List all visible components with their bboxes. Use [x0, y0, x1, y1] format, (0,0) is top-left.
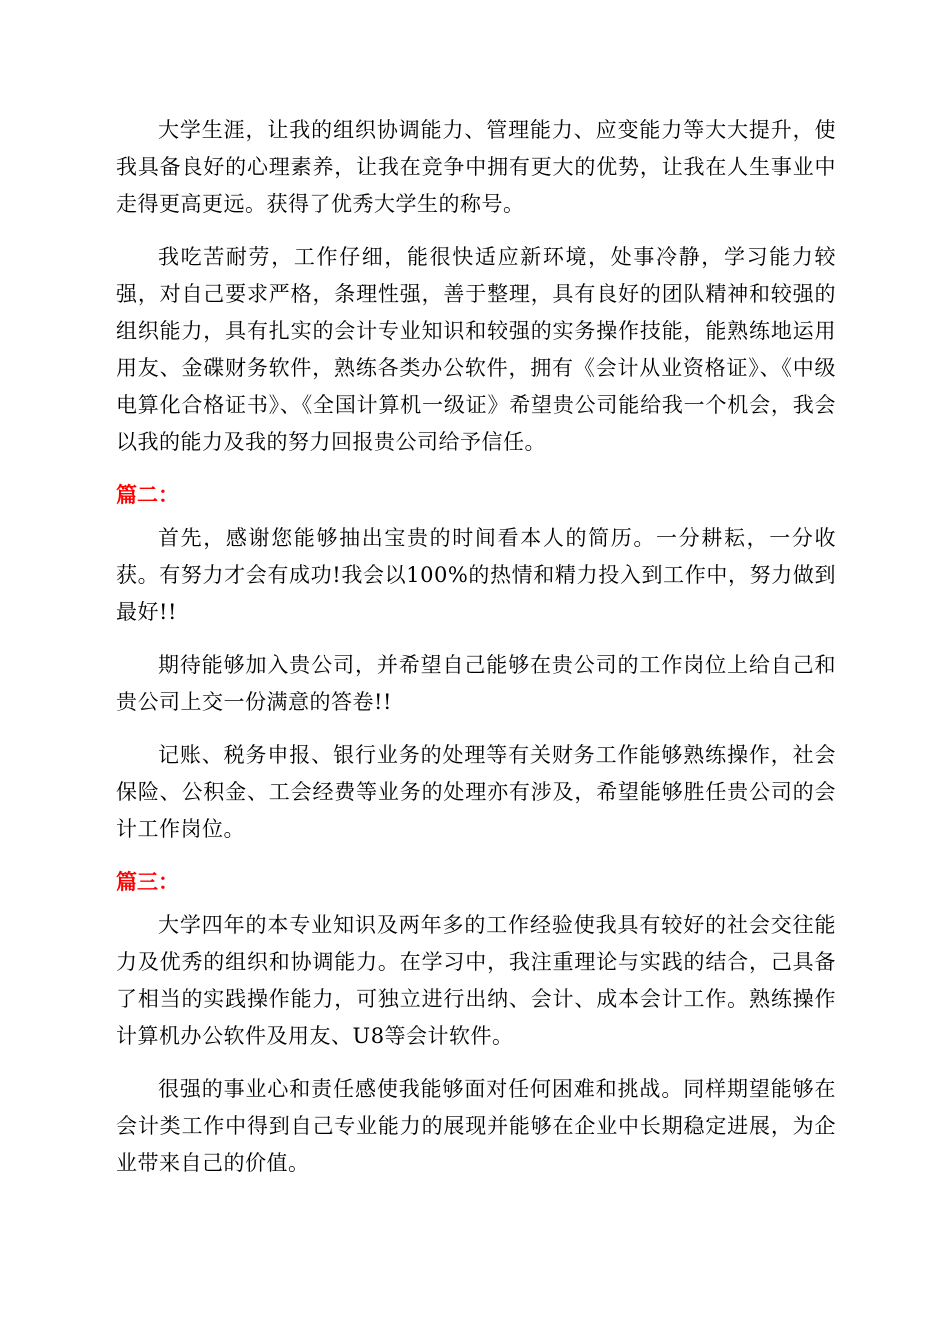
- paragraph-3-1: 大学四年的本专业知识及两年多的工作经验使我具有较好的社会交往能力及优秀的组织和协调能力。在学习中，我注重理论与实践的结合，己具备了相当的实践操作能力，可独立进行出纳、会计、成本会计工作。熟练操作计算机办公软件及用友、U8等会计软件。: [116, 913, 836, 1048]
- paragraph-2-2: 期待能够加入贵公司，并希望自己能够在贵公司的工作岗位上给自己和贵公司上交一份满意的答卷!!: [116, 653, 836, 714]
- section-heading-2: 篇二：: [116, 483, 179, 507]
- paragraph-2-1: 首先，感谢您能够抽出宝贵的时间看本人的简历。一分耕耘，一分收获。有努力才会有成功!我会以100%的热情和精力投入到工作中，努力做到最好!!: [116, 526, 836, 624]
- paragraph-3-2: 很强的事业心和责任感使我能够面对任何困难和挑战。同样期望能够在会计类工作中得到自己专业能力的展现并能够在企业中长期稳定进展，为企业带来自己的价值。: [116, 1077, 836, 1175]
- section-heading-3: 篇三：: [116, 870, 179, 894]
- document-body: [116, 112, 836, 1198]
- paragraph-1-1: 大学生涯，让我的组织协调能力、管理能力、应变能力等大大提升，使我具备良好的心理素养，让我在竞争中拥有更大的优势，让我在人生事业中走得更高更远。获得了优秀大学生的称号。: [116, 118, 836, 216]
- paragraph-2-3: 记账、税务申报、银行业务的处理等有关财务工作能够熟练操作，社会保险、公积金、工会经费等业务的处理亦有涉及，希望能够胜任贵公司的会计工作岗位。: [116, 743, 836, 841]
- paragraph-1-2: 我吃苦耐劳，工作仔细，能很快适应新环境，处事冷静，学习能力较强，对自己要求严格，条理性强，善于整理，具有良好的团队精神和较强的组织能力，具有扎实的会计专业知识和较强的实务操作技能，能熟练地运用用友、金碟财务软件，熟练各类办公软件，拥有《会计从业资格证》、《中级电算化合格证书》、《全国计算机一级证》希望贵公司能给我一个机会，我会以我的能力及我的努力回报贵公司给予信任。: [116, 245, 836, 454]
